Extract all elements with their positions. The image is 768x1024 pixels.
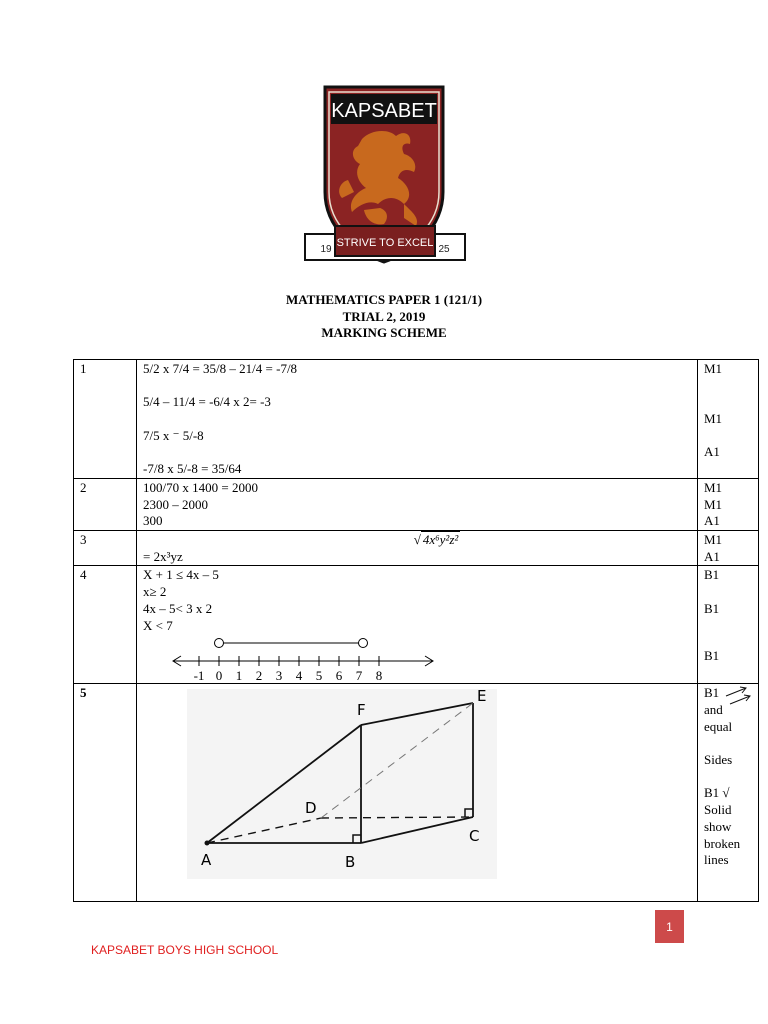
working-cell: [137, 566, 698, 684]
number-line-tick-label: 6: [335, 668, 343, 684]
number-line-tick-label: 0: [215, 668, 223, 684]
number-line-tick-label: 7: [355, 668, 363, 684]
marks-cell: [698, 684, 759, 902]
mark: B1 √: [704, 785, 730, 801]
mark: M1: [704, 531, 723, 547]
page-number-badge: 1: [655, 910, 684, 943]
school-crest-logo: [300, 84, 470, 269]
question-number: 5: [74, 684, 137, 902]
crest-name: KAPSABET: [331, 100, 437, 122]
mark: lines: [704, 852, 729, 868]
working-line: 5/4 – 11/4 = -6/4 x 2= -3: [143, 394, 271, 410]
radicand: 4x⁶y²z²: [422, 531, 459, 547]
table-row: [74, 360, 759, 479]
number-line-tick-label: 3: [275, 668, 283, 684]
working-cell: [137, 360, 698, 479]
marks-cell: [698, 566, 759, 684]
question-number: 4: [74, 566, 137, 684]
number-line-tick-label: 8: [375, 668, 383, 684]
mark: broken: [704, 835, 741, 851]
crest-year-left: 19: [320, 244, 332, 255]
table-row: [74, 530, 759, 565]
mark: B1: [704, 685, 720, 701]
number-line-tick-label: -1: [193, 668, 205, 684]
number-line-diagram: [161, 637, 441, 683]
working-cell: [137, 684, 698, 902]
mark: equal: [704, 718, 733, 734]
question-number: 1: [74, 360, 137, 479]
working-line: X < 7: [143, 617, 173, 633]
table-row: [74, 566, 759, 684]
mark: M1: [704, 411, 723, 427]
table-row: [74, 478, 759, 530]
working-line: 5/2 x 7/4 = 35/8 – 21/4 = -7/8: [143, 361, 298, 376]
radical-sign-icon: √: [413, 531, 421, 547]
trial-title: TRIAL 2, 2019: [342, 308, 426, 324]
mark: show: [704, 818, 732, 834]
mark: Sides: [704, 752, 733, 767]
parallel-arrows-icon: [724, 684, 754, 706]
question-number: 2: [74, 478, 137, 530]
marks-cell: [698, 530, 759, 565]
working-cell: [137, 530, 698, 565]
number-line-tick-label: 4: [295, 668, 303, 684]
working-line: = 2x³yz: [143, 548, 183, 564]
mark: A1: [704, 548, 720, 564]
working-line: x≥ 2: [143, 584, 167, 600]
square-root-expression: [143, 532, 691, 549]
vertex-label-f: F: [357, 701, 366, 720]
footer-school-name: KAPSABET BOYS HIGH SCHOOL: [91, 943, 279, 957]
paper-title: MATHEMATICS PAPER 1 (121/1): [285, 292, 483, 307]
mark: Solid: [704, 802, 732, 818]
open-circle-end: [359, 639, 368, 648]
mark: B1: [704, 567, 720, 583]
number-line-tick-label: 5: [315, 668, 323, 684]
working-line: X + 1 ≤ 4x – 5: [143, 567, 219, 583]
working-line: 100/70 x 1400 = 2000: [143, 479, 258, 495]
working-line: 4x – 5< 3 x 2: [143, 600, 213, 616]
mark: A1: [704, 513, 720, 529]
document-header: [0, 292, 768, 342]
working-line: -7/8 x 5/-8 = 35/64: [143, 461, 242, 477]
crest-year-right: 25: [438, 244, 450, 255]
vertex-label-d: D: [305, 799, 317, 818]
mark: M1: [704, 361, 723, 376]
crest-motto: STRIVE TO EXCEL: [336, 237, 434, 249]
number-line-tick-label: 2: [255, 668, 263, 684]
mark: A1: [704, 444, 720, 460]
working-line: 2300 – 2000: [143, 496, 208, 512]
vertex-label-a: A: [201, 851, 212, 870]
marks-cell: [698, 478, 759, 530]
mark: B1: [704, 648, 720, 664]
vertex-label-c: C: [469, 827, 480, 846]
vertex-label-b: B: [345, 853, 356, 872]
marks-cell: [698, 360, 759, 479]
mark: and: [704, 701, 723, 717]
working-cell: [137, 478, 698, 530]
table-row: [74, 684, 759, 902]
question-number: 3: [74, 530, 137, 565]
prism-diagram: [187, 689, 497, 879]
working-line: 7/5 x ⁻ 5/-8: [143, 427, 204, 443]
mark: B1: [704, 600, 720, 616]
scheme-title: MARKING SCHEME: [321, 325, 447, 340]
open-circle-start: [215, 639, 224, 648]
number-line-tick-label: 1: [235, 668, 243, 684]
vertex-label-e: E: [477, 689, 487, 706]
marking-scheme-table: [73, 359, 759, 902]
working-line: 300: [143, 513, 163, 529]
mark: M1: [704, 496, 723, 512]
mark: M1: [704, 479, 723, 495]
